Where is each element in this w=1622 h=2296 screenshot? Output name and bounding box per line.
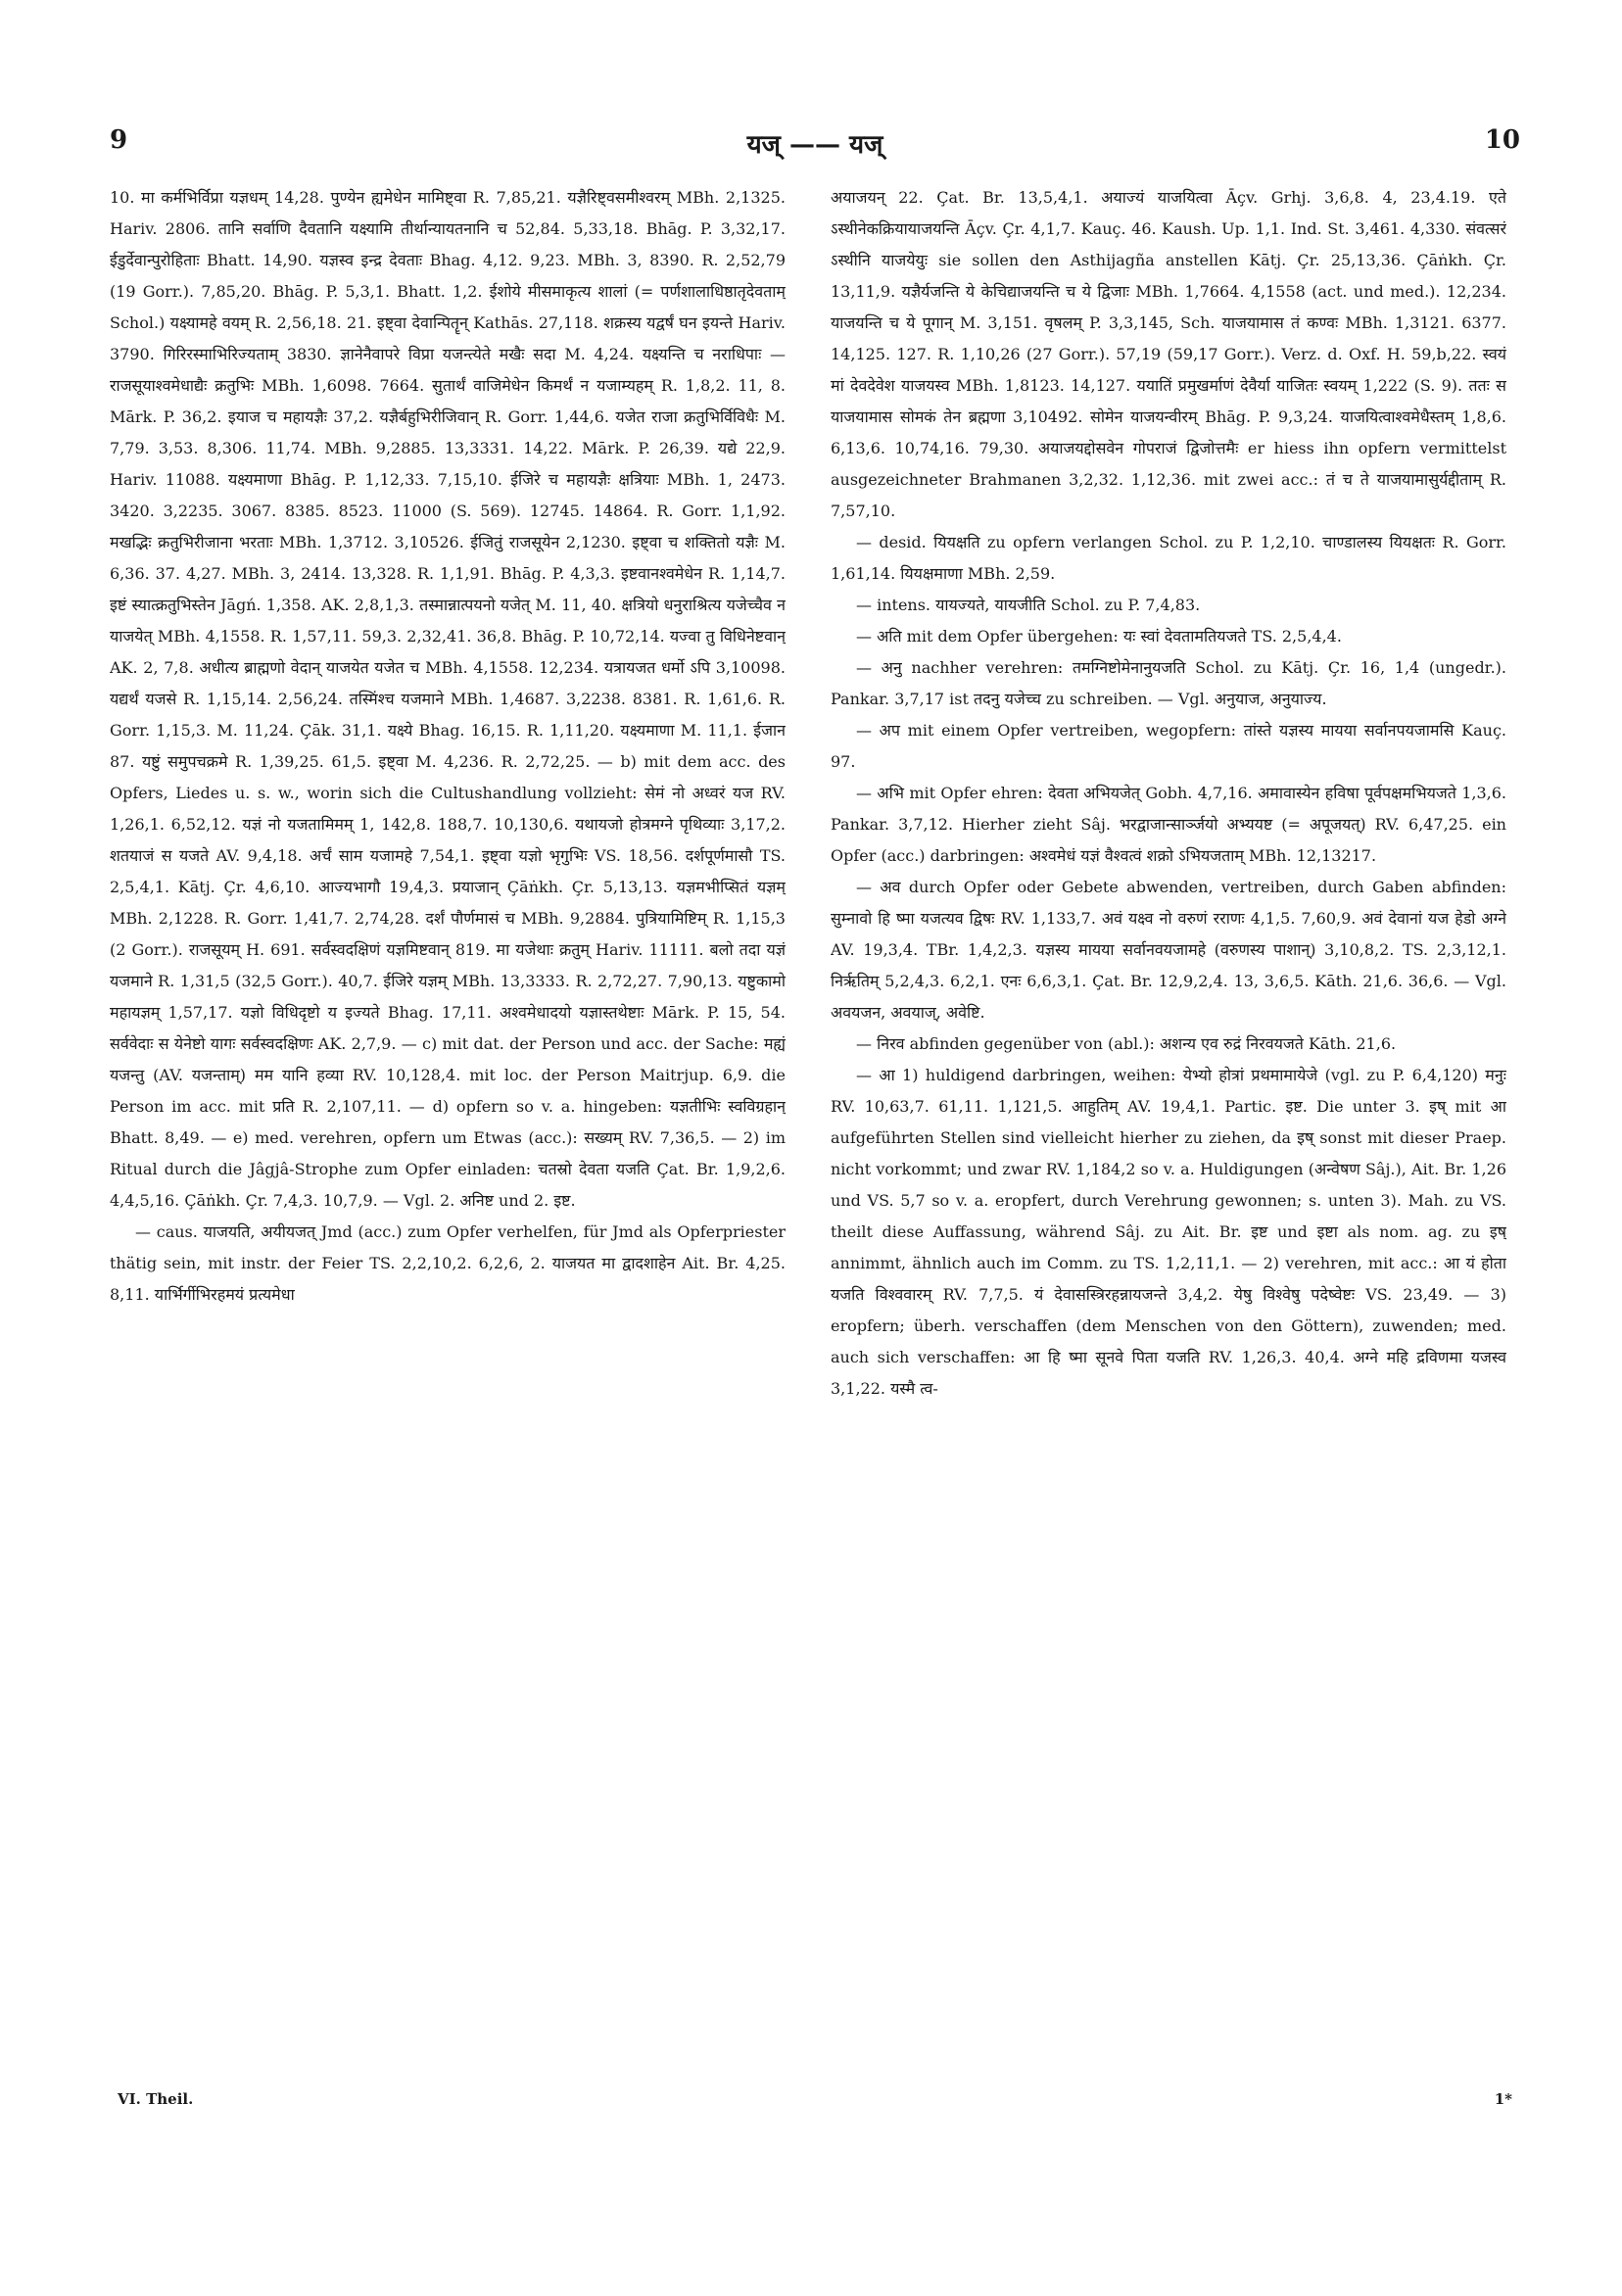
page-header <box>110 125 1520 165</box>
right-paragraph-5: — अनु nachher verehren: तमग्निष्टोमेनानुयजति Schol. zu Kātj. Çr. 16, 1,4 (ungedr.). Pankar. 3,7,17 ist तदनु यजेच्च zu schreiben. — Vgl. अनुयाज, अनुयाज्य. <box>831 658 1506 708</box>
right-paragraph-6: — अप mit einem Opfer vertreiben, wegopfern: तांस्ते यज्ञस्य मायया सर्वानपयजामसि Kauç. 97. <box>831 721 1506 771</box>
right-paragraph-1: अयाजयन् 22. Çat. Br. 13,5,4,1. अयाज्यं याजयित्वा Āçv. Grhj. 3,6,8. 4, 23,4.19. एते ऽस्थीनेकक्रियायाजयन्ति Āçv. Çr. 4,1,7. Kauç. 46. Kaush. Up. 1,1. Ind. St. 3,461. 4,330. संवत्सरं ऽस्थीनि याजयेयुः sie sollen den Asthijagña anstellen Kātj. Çr. 25,13,36. Çāṅkh. Çr. 13,11,9. यज्ञैर्यजन्ति ये केचिद्याजयन्ति च ये द्विजाः MBh. 1,7664. 4,1558 (act. und med.). 12,234. याजयन्ति च ये पूगान् M. 3,151. वृषलम् P. 3,3,145, Sch. याजयामास तं कण्वः MBh. 1,3121. 6377. 14,125. 127. R. 1,10,26 (27 Gorr.). 57,19 (59,17 Gorr.). Verz. d. Oxf. H. 59,b,22. स्वयं मां देवदेवेश याजयस्व MBh. 1,8123. 14,127. ययातिं प्रमुखर्माणं देवैर्या याजितः स्वयम् 1,222 (S. 9). ततः स याजयामास सोमकं तेन ब्रह्मणा 3,10492. सोमेन याजयन्वीरम् Bhāg. P. 9,3,24. याजयित्वाश्वमेधैस्तम् 1,8,6. 6,13,6. 10,74,16. 79,30. अयाजयद्दोसवेन गोपराजं द्विजोत्तमैः er hiess ihn opfern vermittelst ausgezeichneter Brahmanen 3,2,32. 1,12,36. mit zwei acc.: तं च ते याजयामासुर्यद्दीताम् R. 7,57,10. <box>831 188 1506 520</box>
left-paragraph-2: — caus. याजयति, अयीयजत् Jmd (acc.) zum Opfer verhelfen, für Jmd als Opferpriester thätig sein, mit instr. der Feier TS. 2,2,10,2. 6,2,6, 2. याजयत मा द्वादशाहेन Ait. Br. 4,25. 8,11. यार्भिर्गीभिरहमयं प्रत्यमेधा <box>110 1222 786 1304</box>
page-number-right: 10 <box>1484 125 1520 155</box>
volume-part-label: VI. Theil. <box>118 2090 194 2108</box>
right-paragraph-9: — निरव abfinden gegenüber von (abl.): अशन्य एव रुद्रं निरवयजते Kāth. 21,6. <box>856 1034 1397 1053</box>
page-number-left: 9 <box>110 125 128 155</box>
page-footer <box>110 2090 1520 2120</box>
right-column <box>831 182 1506 2082</box>
right-paragraph-3: — intens. यायज्यते, यायजीति Schol. zu P. 7,4,83. <box>856 596 1201 614</box>
signature-mark: 1* <box>1494 2090 1512 2108</box>
left-paragraph-1: 10. मा कर्मभिर्विप्रा यज्ञधम् 14,28. पुण्येन ह्यमेधेन मामिष्ट्वा R. 7,85,21. यज्ञैरिष्ट्वसमीश्वरम् MBh. 2,1325. Hariv. 2806. तानि सर्वाणि दैवतानि यक्ष्यामि तीर्थान्यायतनानि च 52,84. 5,33,18. Bhāg. P. 3,32,17. ईडुर्देवान्पुरोहिताः Bhatt. 14,90. यज्ञस्व इन्द्र देवताः Bhag. 4,12. 9,23. MBh. 3, 8390. R. 2,52,79 (19 Gorr.). 7,85,20. Bhāg. P. 5,3,1. Bhatt. 1,2. ईशोये मीसमाकृत्य शालां (= पर्णशालाधिष्ठातृदेवताम् Schol.) यक्ष्यामहे वयम् R. 2,56,18. 21. इष्ट्वा देवान्पितॄन् Kathās. 27,118. शक्रस्य यद्वर्षं घन इयन्ते Hariv. 3790. गिरिरस्माभिरिज्यताम् 3830. ज्ञानेनैवापरे विप्रा यजन्त्येते मखैः सदा M. 4,24. यक्ष्यन्ति च नराधिपाः — राजसूयाश्वमेधाद्यैः क्रतुभिः MBh. 1,6098. 7664. सुतार्थं वाजिमेधेन किमर्थं न यजाम्यहम् R. 1,8,2. 11, 8. Mārk. P. 36,2. इयाज च महायज्ञैः 37,2. यज्ञैर्बहुभिरीजिवान् R. Gorr. 1,44,6. यजेत राजा क्रतुभिर्विविधैः M. 7,79. 3,53. 8,306. 11,74. MBh. 9,2885. 13,3331. 14,22. Mārk. P. 26,39. यद्ये 22,9. Hariv. 11088. यक्ष्यमाणा Bhāg. P. 1,12,33. 7,15,10. ईजिरे च महायज्ञैः क्षत्रियाः MBh. 1, 2473. 3420. 3,2235. 3067. 8385. 8523. 11000 (S. 569). 12745. 14864. R. Gorr. 1,1,92. मखद्भिः क्रतुभिरीजाना भरताः MBh. 1,3712. 3,10526. ईजितुं राजसूयेन 2,1230. इष्ट्वा च शक्तितो यज्ञैः M. 6,36. 37. 4,27. MBh. 3, 2414. 13,328. R. 1,1,91. Bhāg. P. 4,3,3. इष्टवानश्वमेधेन R. 1,14,7. इष्टं स्यात्क्रतुभिस्तेन Jāgń. 1,358. AK. 2,8,1,3. तस्मान्नात्पयनो यजेत् M. 11, 40. क्षत्रियो धनुराश्रित्य यजेच्चैव न याजयेत् MBh. 4,1558. R. 1,57,11. 59,3. 2,32,41. 36,8. Bhāg. P. 10,72,14. यज्वा तु विधिनेष्टवान् AK. 2, 7,8. अधीत्य ब्राह्मणो वेदान् याजयेत यजेत च MBh. 4,1558. 12,234. यत्रायजत धर्मो ऽपि 3,10098. यद्यर्थं यजसे R. 1,15,14. 2,56,24. तस्मिंश्च यजमाने MBh. 1,4687. 3,2238. 8381. R. 1,61,6. R. Gorr. 1,15,3. M. 11,24. Çāk. 31,1. यक्ष्ये Bhag. 16,15. R. 1,11,20. यक्ष्यमाणा M. 11,1. ईजान 87. यष्टुं समुपचक्रमे R. 1,39,25. 61,5. इष्ट्वा M. 4,236. R. 2,72,25. — b) mit dem acc. des Opfers, Liedes u. s. w., worin sich die Cultushandlung vollzieht: सेमं नो अध्वरं यज RV. 1,26,1. 6,52,12. यज्ञं नो यजतामिमम् 1, 142,8. 188,7. 10,130,6. यथायजो होत्रमग्ने पृथिव्याः 3,17,2. शतयाजं स यजते AV. 9,4,18. अर्चं साम यजामहे 7,54,1. इष्ट्वा यज्ञो भृगुभिः VS. 18,56. दर्शपूर्णमासौ TS. 2,5,4,1. Kātj. Çr. 4,6,10. आज्यभागौ 19,4,3. प्रयाजान् Çāṅkh. Çr. 5,13,13. यज्ञमभीप्सितं यज्ञम् MBh. 2,1228. R. Gorr. 1,41,7. 2,74,28. दर्शं पौर्णमासं च MBh. 9,2884. पुत्रियामिष्टिम् R. 1,15,3 (2 Gorr.). राजसूयम् H. 691. सर्वस्वदक्षिणं यज्ञमिष्टवान् 819. मा यजेथाः क्रतुम् Hariv. 11111. बलो तदा यज्ञं यजमाने R. 1,31,5 (32,5 Gorr.). 40,7. ईजिरे यज्ञम् MBh. 13,3333. R. 2,72,27. 7,90,13. यष्टुकामो महायज्ञम् 1,57,17. यज्ञो विधिदृष्टो य इज्यते Bhag. 17,11. अश्वमेधादयो यज्ञास्तथेष्टाः Mārk. P. 15, 54. सर्ववेदाः स येनेष्टो यागः सर्वस्वदक्षिणः AK. 2,7,9. — c) mit dat. der Person und acc. der Sache: मह्यं यजन्तु (AV. यजन्ताम्) मम यानि हव्या RV. 10,128,4. mit loc. der Person Maitrjup. 6,9. die Person im acc. mit प्रति R. 2,107,11. — d) opfern so v. a. hingeben: यज्ञतीभिः स्वविग्रहान् Bhatt. 8,49. — e) med. verehren, opfern um Etwas (acc.): सख्यम् RV. 7,36,5. — 2) im Ritual durch die Jâgjâ-Strophe zum Opfer einladen: चतस्रो देवता यजति Çat. Br. 1,9,2,6. 4,4,5,16. Çāṅkh. Çr. 7,4,3. 10,7,9. — Vgl. 2. अनिष्ट und 2. इष्ट. <box>110 188 786 1210</box>
running-head: यज् —— यज् <box>746 130 883 160</box>
right-paragraph-8: — अव durch Opfer oder Gebete abwenden, vertreiben, durch Gaben abfinden: सुम्नावो हि ष्मा यजत्यव द्विषः RV. 1,133,7. अवं यक्ष्व नो वरुणं रराणः 4,1,5. 7,60,9. अवं देवानां यज हेडो अग्ने AV. 19,3,4. TBr. 1,4,2,3. यज्ञस्य मायया सर्वानवयजामहे (वरुणस्य पाशान्) 3,10,8,2. TS. 2,3,12,1. निर्ऋतिम् 5,2,4,3. 6,2,1. एनः 6,6,3,1. Çat. Br. 12,9,2,4. 13, 3,6,5. Kāth. 21,6. 36,6. — Vgl. अवयजन, अवयाज्, अवेष्टि. <box>831 878 1506 1022</box>
left-column <box>110 182 786 2082</box>
right-paragraph-7: — अभि mit Opfer ehren: देवता अभियजेत् Gobh. 4,7,16. अमावास्येन हविषा पूर्वपक्षमभियजते 1,3,6. Pankar. 3,7,12. Hierher zieht Sâj. भरद्वाजान्सार्ञ्जयो अभ्ययष्ट (= अपूजयत्) RV. 6,47,25. ein Opfer (acc.) darbringen: अश्वमेधं यज्ञं वैश्वत्वं शक्रो ऽभियजताम् MBh. 12,13217. <box>831 784 1506 865</box>
right-paragraph-10: — आ 1) huldigend darbringen, weihen: येभ्यो होत्रां प्रथमामायेजे (vgl. zu P. 6,4,120) मनुः RV. 10,63,7. 61,11. 1,121,5. आहुतिम् AV. 19,4,1. Partic. इष्ट. Die unter 3. इष् mit आ aufgeführten Stellen sind vielleicht hierher zu ziehen, da इष् sonst mit dieser Praep. nicht vorkommt; und zwar RV. 1,184,2 so v. a. Huldigungen (अन्वेषण Sâj.), Ait. Br. 1,26 und VS. 5,7 so v. a. eropfert, durch Verehrung gewonnen; s. unten 3). Mah. zu VS. theilt diese Auffassung, während Sâj. zu Ait. Br. इष्ट und इष्टा als nom. ag. zu इष् annimmt, ähnlich auch im Comm. zu TS. 1,2,11,1. — 2) verehren, mit acc.: आ यं होता यजति विश्ववारम् RV. 7,7,5. यं देवासस्त्रिरहन्नायजन्ते 3,4,2. येषु विश्वेषु पदेष्वेष्टः VS. 23,49. — 3) eropfern; überh. verschaffen (dem Menschen von den Göttern), zuwenden; med. auch sich verschaffen: आ हि ष्मा सूनवे पिता यजति RV. 1,26,3. 40,4. अग्ने महि द्रविणमा यजस्व 3,1,22. यस्मै त्व- <box>831 1066 1506 1398</box>
right-paragraph-2: — desid. यियक्षति zu opfern verlangen Schol. zu P. 1,2,10. चाण्डालस्य यियक्षतः R. Gorr. 1,61,14. यियक्षमाणा MBh. 2,59. <box>831 533 1506 583</box>
right-paragraph-4: — अति mit dem Opfer übergehen: यः स्वां देवतामतियजते TS. 2,5,4,4. <box>856 627 1342 646</box>
